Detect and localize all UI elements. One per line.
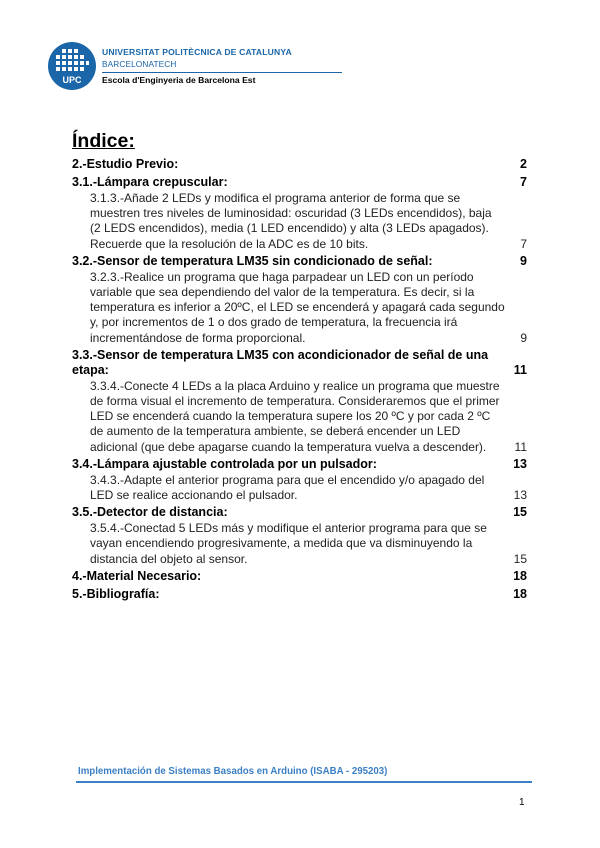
logo-text: UPC [62,75,82,85]
toc-subentry[interactable] [72,270,527,346]
toc-subentry-text: 3.5.4.-Conectad 5 LEDs más y modifique el anterior programa para que se vayan encendiendo progresivamente, a medida que va disminuyendo la distancia del objeto al sensor. [90,521,487,566]
toc-entry-text: 3.2.-Sensor de temperatura LM35 sin condicionado de señal: [72,253,433,268]
toc-subentry-page: 15 [513,551,527,566]
table-of-contents [72,155,527,603]
toc-subentry-page: 11 [514,439,527,454]
toc-entry-text: 3.1.-Lámpara crepuscular: [72,175,228,189]
toc-subentry-text: 3.2.3.-Realice un programa que haga parpadear un LED con un período variable que sea dependiendo del valor de la temperatura. Es decir, si la temperatura es inferior a 20ºC, el LED se encenderá y apagará cada segundo y, por incrementos de 1 o dos grado de temperatura, la frecuencia irá incrementándose de forma proporcional. [90,269,505,345]
university-name: UNIVERSITAT POLITÈCNICA DE CATALUNYA [102,47,292,57]
toc-subentry-text: 3.4.3.-Adapte el anterior programa para que el encendido y/o apagado del LED se realice accionando el pulsador. [90,472,485,503]
toc-entry-page: 18 [513,586,527,601]
toc-entry[interactable] [72,567,527,585]
toc-subentry-page: 9 [520,330,527,345]
toc-entry[interactable] [72,503,527,521]
toc-entry-page: 7 [520,175,527,189]
toc-subentry[interactable] [72,521,527,567]
footer-divider [76,781,532,783]
toc-subentry[interactable] [72,473,527,503]
toc-entry-text: 2.-Estudio Previo: [72,157,179,171]
toc-subentry-text: 3.3.4.-Conecte 4 LEDs a la placa Arduino y realice un programa que muestre de forma visual el incremento de temperatura. Consideraremos que el primer LED se encenderá cuando la temperatura supere los 20 ºC y por cada 2 ºC de aumento de la temperatura ambiente, se deberá encender un LED adicional (que debe apagarse cuando la temperatura vuelva a descender). [90,378,500,454]
toc-entry[interactable] [72,346,527,379]
toc-entry-page: 15 [513,505,527,520]
toc-entry-page: 13 [513,456,527,471]
header-divider [102,72,342,73]
toc-subentry-page: 7 [520,236,527,251]
toc-entry-text: 5.-Bibliografía: [72,586,160,601]
toc-entry[interactable] [72,252,527,270]
toc-entry-page: 9 [520,253,527,268]
toc-subentry[interactable] [72,379,527,455]
toc-entry[interactable] [72,455,527,473]
university-subtitle: BARCELONATECH [102,59,177,69]
toc-entry[interactable] [72,155,527,173]
toc-subentry[interactable] [72,191,527,252]
toc-entry[interactable] [72,173,527,191]
upc-logo [48,42,96,90]
school-name: Escola d'Enginyeria de Barcelona Est [102,75,256,85]
toc-entry-page: 2 [520,157,527,171]
toc-entry-text: 4.-Material Necesario: [72,568,202,583]
toc-entry-page: 18 [513,568,527,583]
page-number: 1 [519,797,525,808]
toc-entry-text: 3.3.-Sensor de temperatura LM35 con acondicionador de señal de una etapa: [72,347,489,377]
footer-course-title: Implementación de Sistemas Basados en Arduino (ISABA - 295203) [78,766,388,777]
toc-entry-text: 3.5.-Detector de distancia: [72,505,228,520]
toc-entry-text: 3.4.-Lámpara ajustable controlada por un pulsador: [72,456,377,471]
header [48,42,308,90]
page-title: Índice: [72,130,135,152]
toc-subentry-text: 3.1.3.-Añade 2 LEDs y modifica el programa anterior de forma que se muestren tres niveles de luminosidad: oscuridad (3 LEDs encendidos), baja (2 LEDS encendidos), media (1 LED encendido) y alta (3 LEDs apagados). Recuerde que la resolución de la ADC es de 10 bits. [90,191,492,251]
toc-entry-page: 11 [513,362,527,377]
toc-subentry-page: 13 [513,488,527,503]
toc-entry[interactable] [72,585,527,603]
